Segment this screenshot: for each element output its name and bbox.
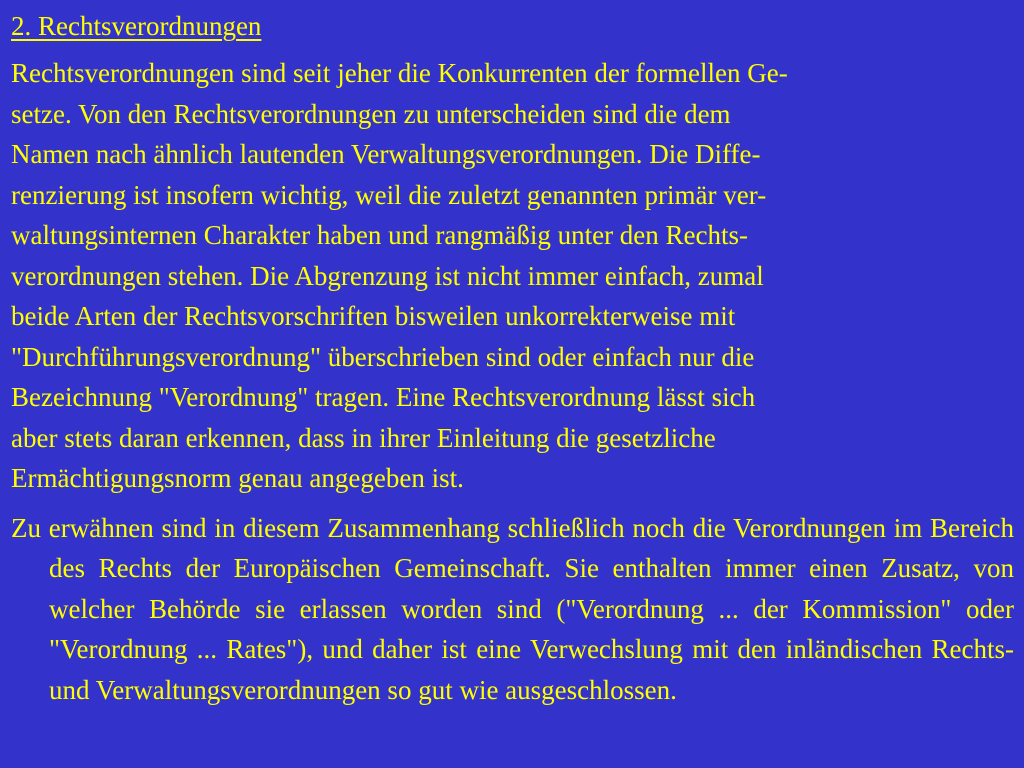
paragraph-line: verordnungen stehen. Die Abgrenzung ist nicht immer einfach, zumal [11, 260, 764, 291]
slide-heading [11, 0, 1014, 46]
paragraph-line: "Durchführungsverordnung" überschrieben sind oder einfach nur die [11, 341, 755, 372]
paragraph-line: renzierung ist insofern wichtig, weil die zuletzt genannten primär ver- [11, 179, 767, 210]
paragraph-line: Ermächtigungsnorm genau angegeben ist. [11, 463, 464, 493]
paragraph-line: Namen nach ähnlich lautenden Verwaltungsverordnungen. Die Diffe- [11, 139, 761, 169]
paragraph-line: Bezeichnung "Verordnung" tragen. Eine Rechtsverordnung lässt sich [11, 382, 756, 412]
paragraph-line: beide Arten der Rechtsvorschriften bisweilen unkorrekterweise mit [11, 301, 736, 331]
paragraph-line: aber stets daran erkennen, dass in ihrer Einleitung die gesetzliche [11, 422, 716, 453]
paragraph-eu-verordnungen: Zu erwähnen sind in diesem Zusammenhang schließlich noch die Verordnungen im Bereich des Rechts der Europäischen Gemeinschaft. Sie enthalten immer einen Zusatz, von welcher Behörde sie erlassen worden sind ("Verordnung ... der Kommission" oder "Verordnung ... Rates"), und daher ist eine Verwechslung mit den inländischen Rechts- und Verwaltungsverordnungen so gut wie ausgeschlossen. [11, 512, 1014, 705]
slide-heading-text: 2. Rechtsverordnungen [11, 11, 262, 41]
paragraph-line: Rechtsverordnungen sind seit jeher die Konkurrenten der formellen Ge- [11, 58, 788, 88]
paragraph-rechtsverordnungen [11, 53, 1014, 499]
paragraph-line: setze. Von den Rechtsverordnungen zu unterscheiden sind die dem [11, 98, 731, 129]
paragraph-line: waltungsinternen Charakter haben und rangmäßig unter den Rechts- [11, 220, 749, 250]
